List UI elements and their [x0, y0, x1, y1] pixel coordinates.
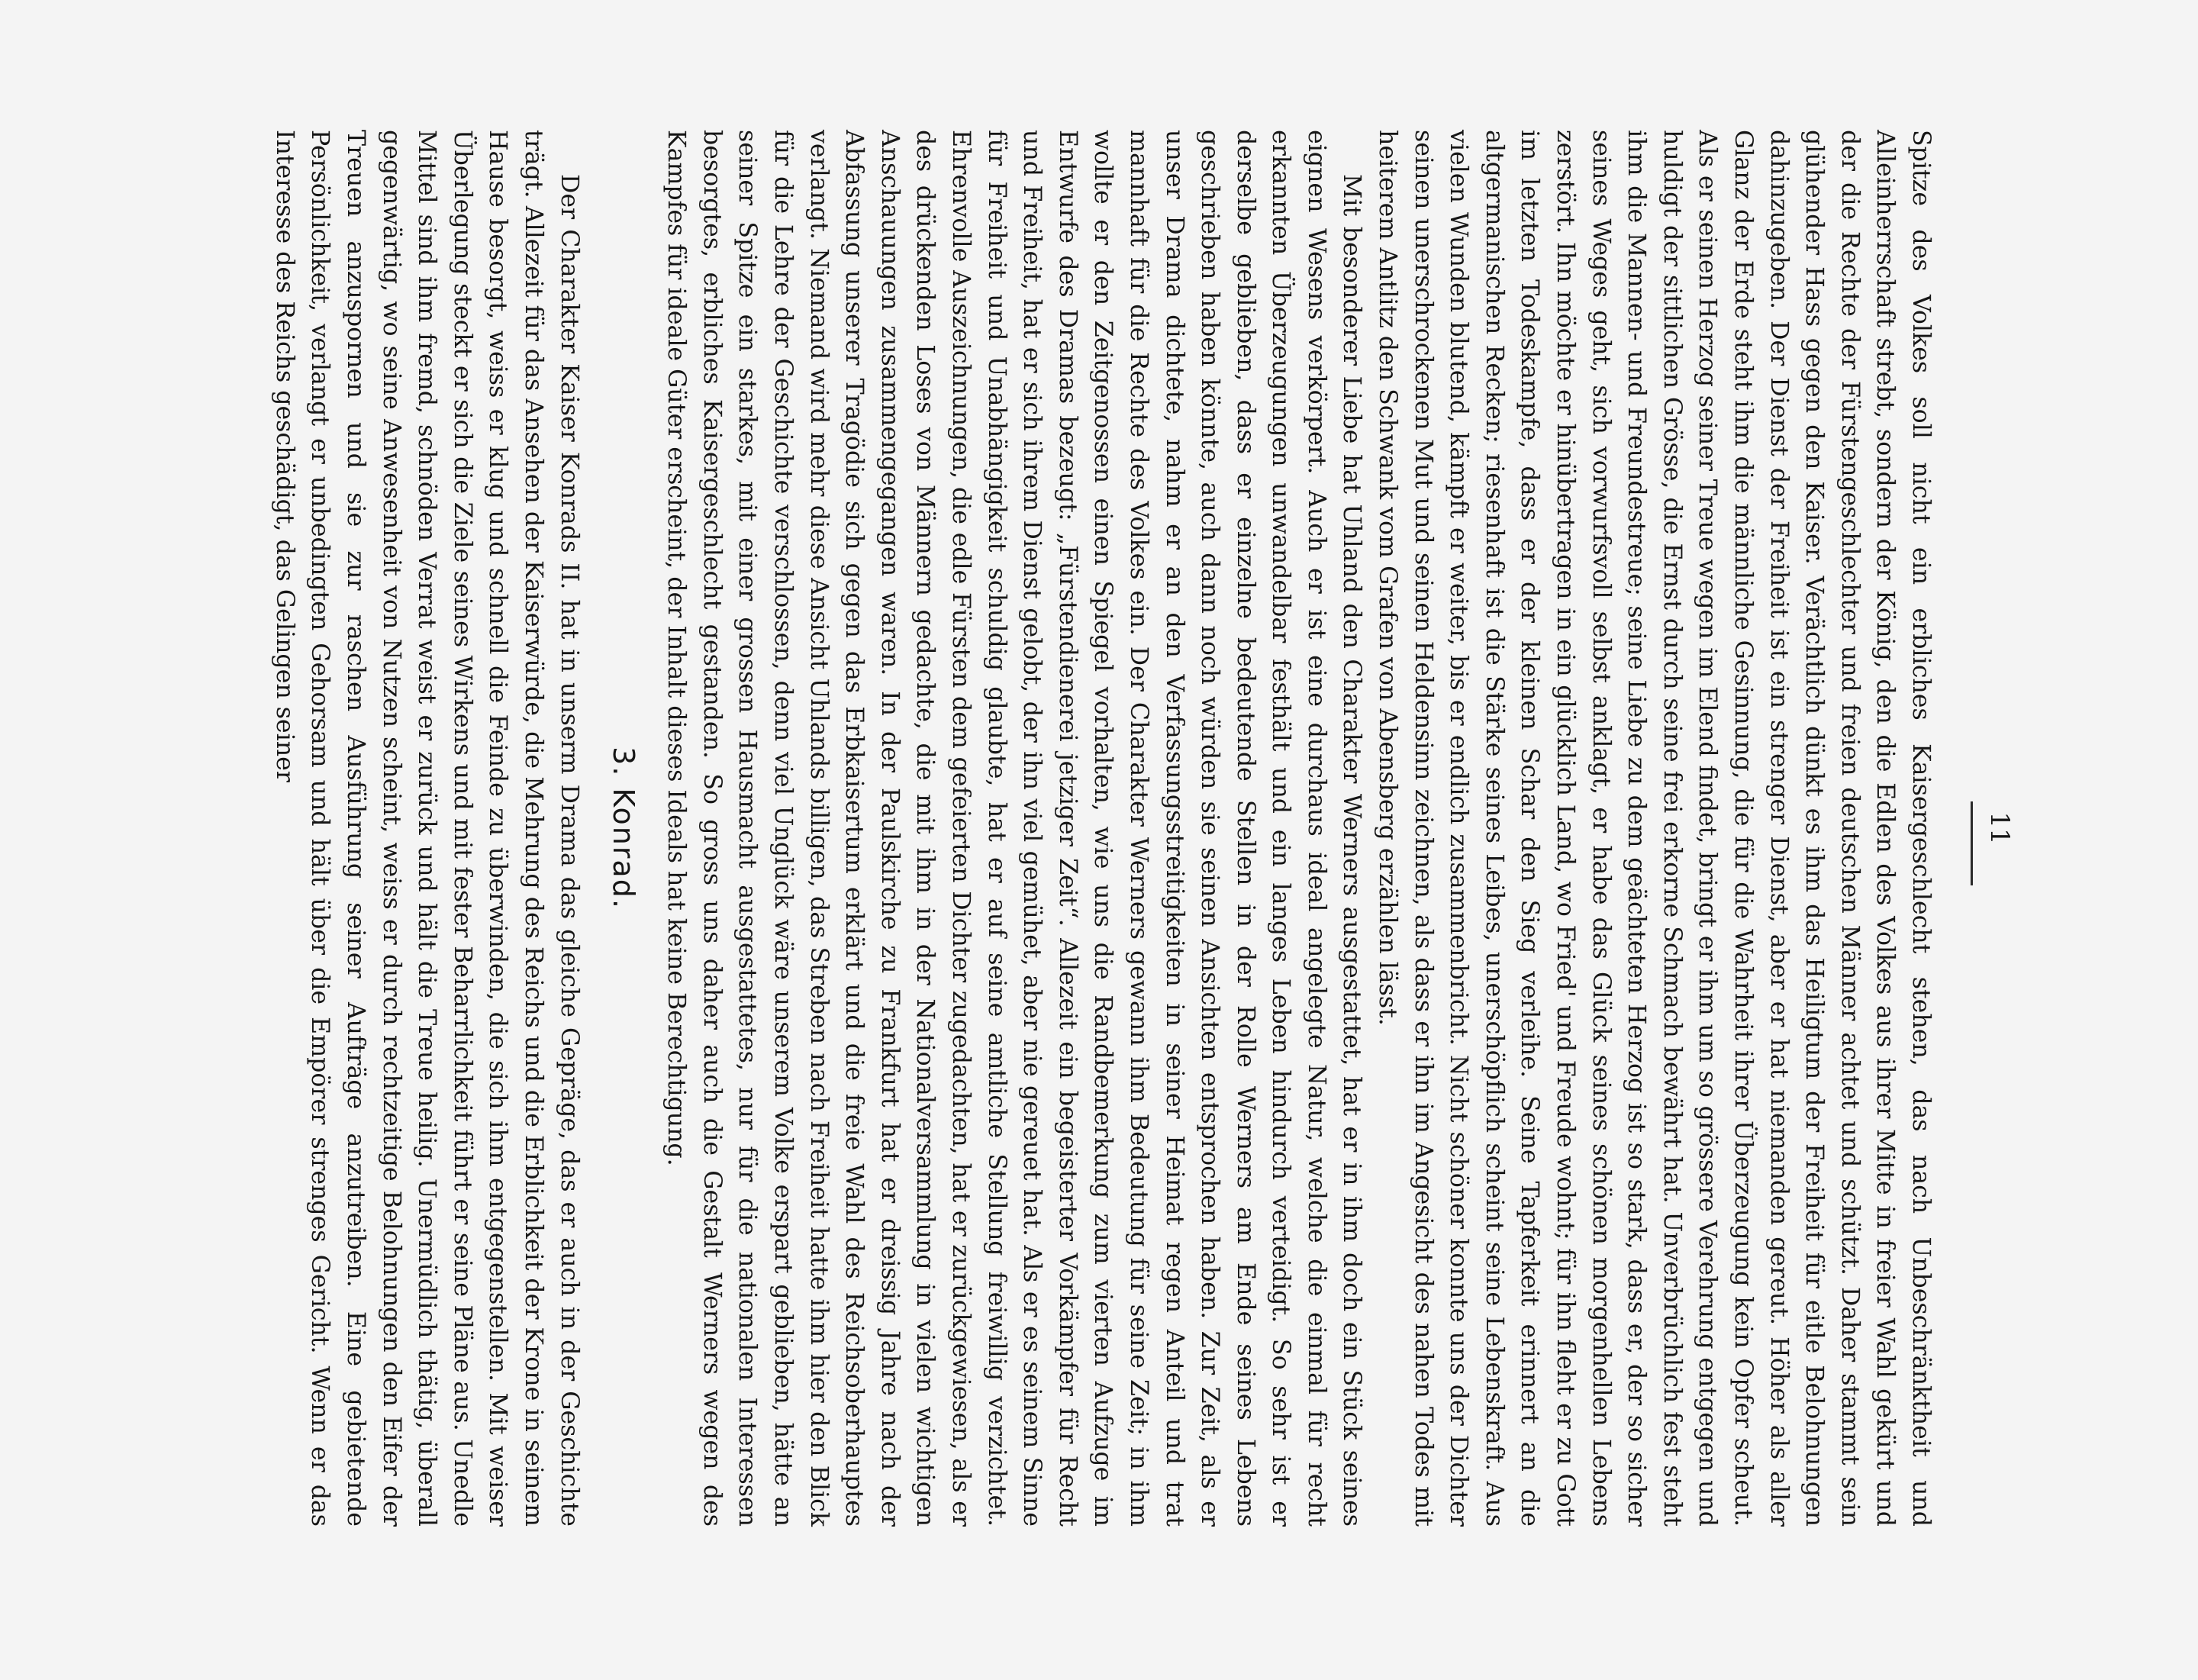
paragraph-uhland-werner: Mit besonderer Liebe hat Uhland den Charakter Werners ausgestattet, hat er in ihm doch ein Stück seines eignen Wesens verkörpert. Auch er ist eine durchaus ideal angelegte Natur, welche die einmal für recht erkannten Überzeugungen unwandelbar festhält und ein langes Leben hindurch verteidigt. So sehr ist er derselbe geblieben, dass er einzelne bedeutende Stellen in der Rolle Werners am Ende seines Lebens geschrieben haben könnte, auch dann noch würden sie seinen Ansichten entsprochen haben. Zur Zeit, als er unser Drama dichtete, nahm er an den Verfassungsstreitigkeiten in seiner Heimat regen Anteil und trat mannhaft für die Rechte des Volkes ein. Der Charakter Werners gewann ihm Bedeutung für seine Zeit; in ihm wollte er den Zeitgenossen einen Spiegel vorhalten, wie uns die Randbemerkung zum vierten Aufzuge im Entwurfe des Dramas bezeugt: „Fürstendienerei jetziger Zeit“. Allezeit ein begeisterter Vorkämpfer für Recht und Freiheit, hat er sich ihrem Dienst gelobt, der ihn viel gemühet, aber nie gereuet hat. Als er es seinem Sinne für Freiheit und Unabhängigkeit schuldig glaubte, hat er auf seine amtliche Stellung freiwillig verzichtet. Ehrenvolle Auszeichnungen, die edle Fürsten dem gefeierten Dichter zugedachten, hat er zurückgewiesen, als er des drückenden Loses von Männern gedachte, die mit ihm in der Nationalversammlung in vielen wichtigen Anschauungen zusammengegangen waren. In der Paulskirche zu Frankfurt hat er dreissig Jahre nach der Abfassung unserer Tragödie sich gegen das Erbkaisertum erklärt und die freie Wahl des Reichsoberhauptes verlangt. Niemand wird mehr diese Ansicht Uhlands billigen, das Streben nach Freiheit hatte ihm hier den Blick für die Lehre der Geschichte verschlossen, denn viel Unglück wäre unserem Volke erspart geblieben, hätte an seiner Spitze ein starkes, mit einer grossen Hausmacht ausgestattetes, nur für die nationalen Interessen besorgtes, erbliches Kaisergeschlecht gestanden. So gross uns daher auch die Gestalt Werners wegen des Kampfes für ideale Güter erscheint, der Inhalt dieses Ideals hat keine Berechtigung.: [662, 130, 1366, 1527]
paragraph-konrad-character: Der Charakter Kaiser Konrads II. hat in unserm Drama das gleiche Gepräge, das er auch in der Geschichte trägt. Allezeit für das Ansehen der Kaiserwürde, die Mehrung des Reichs und die Erblichkeit der Krone in seinem Hause besorgt, weiss er klug und schnell die Feinde zu überwinden, die sich ihm entgegenstellen. Mit weiser Überlegung steckt er sich die Ziele seines Wirkens und mit fester Beharrlichkeit führt er seine Pläne aus. Unedle Mittel sind ihm fremd, schnöden Verrat weist er zurück und hält die Treue heilig. Unermüdlich thätig, überall gegenwärtig, wo seine Anwesenheit von Nutzen scheint, weiss er durch rechtzeitige Belohnungen den Eifer der Treuen anzuspornen und sie zur raschen Ausführung seiner Aufträge anzutreiben. Eine gebietende Persönlichkeit, verlangt er unbedingten Gehorsam und hält über die Empörer strenges Gericht. Wenn er das Interesse des Reichs geschädigt, das Gelingen seiner: [270, 130, 583, 1527]
page-number-rule: [1971, 801, 1973, 885]
rotated-book-page: [191, 130, 2015, 1527]
body-text: [266, 130, 1939, 1527]
paragraph-werner-ideals: Spitze des Volkes soll nicht ein erbliches Kaisergeschlecht stehen, das nach Unbeschränktheit und Alleinherrschaft strebt, sondern der König, den die Edlen des Volkes aus ihrer Mitte in freier Wahl gekürt und der die Rechte der Fürstengeschlechter und freien deutschen Männer achtet und schützt. Daher stammt sein glühender Hass gegen den Kaiser. Verächtlich dünkt es ihm das Heiligtum der Freiheit für eitle Belohnungen dahinzugeben. Der Dienst der Freiheit ist ein strenger Dienst, aber er hat niemanden gereut. Höher als aller Glanz der Erde steht ihm die männliche Gesinnung, die für die Wahrheit ihrer Überzeugung kein Opfer scheut. Als er seinen Herzog seiner Treue wegen im Elend findet, bringt er ihm um so grössere Verehrung entgegen und huldigt der sittlichen Grösse, die Ernst durch seine frei erkorne Schmach bewährt hat. Unverbrüchlich fest steht ihm die Mannen- und Freundestreue; seine Liebe zu dem geächteten Herzog ist so stark, dass er, der so sicher seines Weges geht, sich vorwurfsvoll selbst anklagt, er habe das Glück seines schönen morgenhellen Lebens zerstört. Ihn möchte er hinübertragen in ein glücklich Land, wo Fried' und Freude wohnt; für ihn fleht er zu Gott im letzten Todeskampfe, dass er der kleinen Schar den Sieg verleihe. Seine Tapferkeit erinnert an die altgermanischen Recken; riesenhaft ist die Stärke seines Leibes, unerschöpflich scheint seine Lebenskraft. Aus vielen Wunden blutend, kämpft er weiter, bis er endlich zusammenbricht. Nicht schöner konnte uns der Dichter seinen unerschrockenen Mut und seinen Heldensinn zeichnen, als dass er ihn im Angesicht des nahen Todes mit heiterem Antlitz den Schwank vom Grafen von Abensberg erzählen lässt.: [1374, 130, 1935, 1527]
section-heading: 3. Konrad.: [606, 746, 640, 910]
page-number: 11: [1984, 811, 2015, 845]
